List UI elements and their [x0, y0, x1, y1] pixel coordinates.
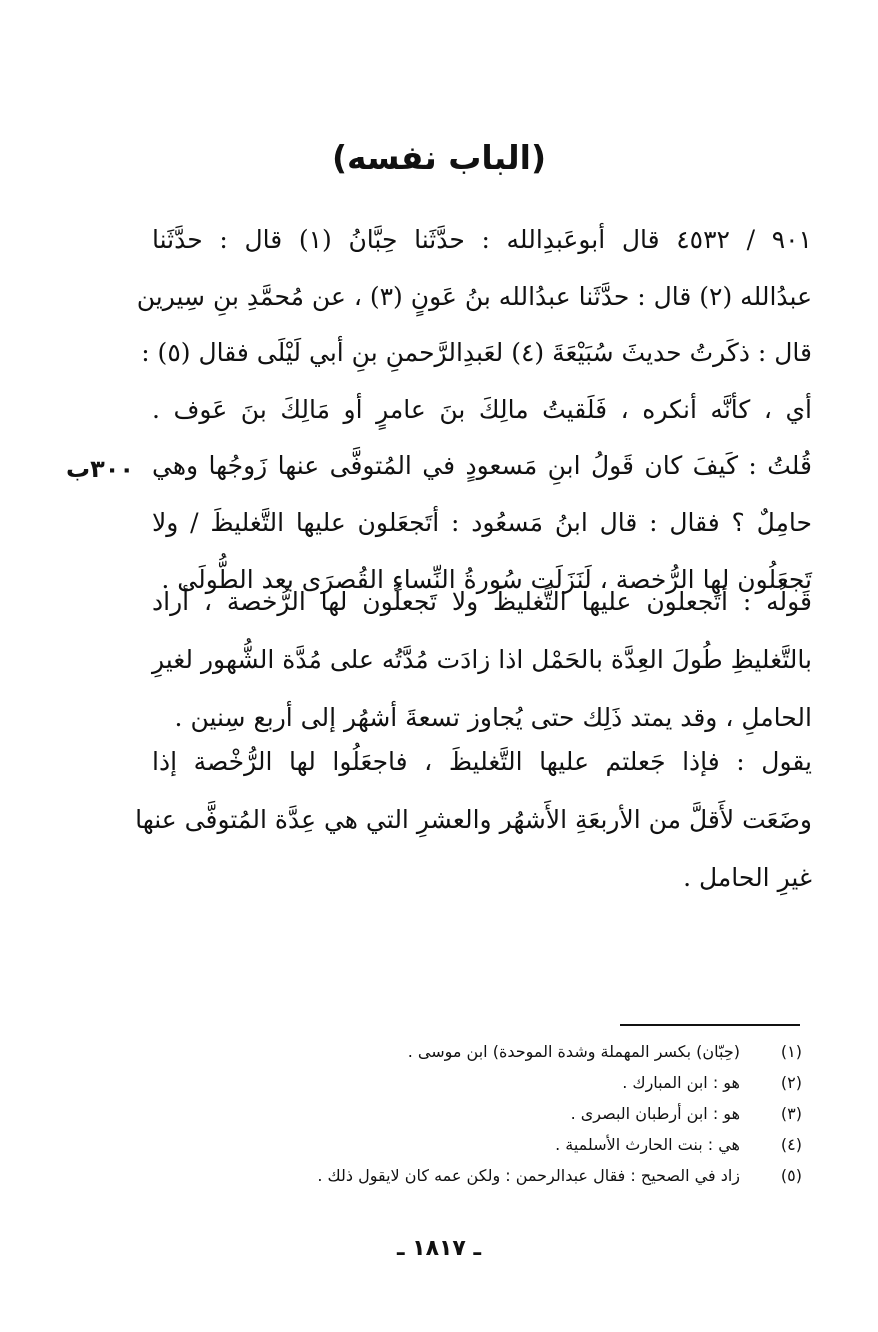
- footnote-number: (٢): [780, 1073, 802, 1092]
- hadith-line: قال : ذكَرتُ حديثَ سُبَيْعَةَ (٤) لعَبدِالرَّحمنِ بنِ أبي لَيْلَى فقال (٥) :: [141, 338, 812, 368]
- commentary-line: غيرِ الحامل .: [683, 863, 812, 892]
- footnote-text: (حِبّان) بكسر المهملة وشدة الموحدة) ابن موسى .: [407, 1042, 740, 1061]
- page-number: ـ ١٨١٧ ـ: [396, 1236, 482, 1261]
- footnote-number: (٥): [780, 1166, 802, 1185]
- commentary-paragraph-2: [135, 733, 812, 907]
- footnote-item: [170, 1036, 802, 1067]
- footnote-text: هو : ابن المبارك .: [622, 1073, 740, 1092]
- footnote-item: [170, 1067, 802, 1098]
- footnote-number: (١): [780, 1042, 802, 1061]
- commentary-line: بالتَّغليظِ طُولَ العِدَّة بالحَمْل اذا زادَت مُدَّتُه على مُدَّة الشُّهور لغيرِ: [152, 645, 812, 674]
- chapter-title: (الباب نفسه): [331, 138, 547, 177]
- hadith-line: أي ، كأنَّه أنكره ، فَلَقيتُ مالِكَ بنَ عامرٍ أو مَالِكَ بنَ عَوف .: [152, 394, 812, 424]
- footnote-number: (٤): [780, 1135, 802, 1154]
- hadith-line: عبدُالله (٢) قال : حدَّثَنا عبدُالله بنُ عَونٍ (٣) ، عن مُحمَّدِ بنِ سِيرين: [136, 281, 812, 311]
- commentary-line: قَولُه : أتَجعلون عليها التَّغليظَ ولا تَجعلُون لها الرُّخصة ، أراد: [152, 587, 812, 616]
- hadith-line: تَجعَلُون لها الرُّخصة ، لَنَزَلَت سُورةُ النِّساءِ القُصرَى بعد الطُّولَى .: [161, 564, 812, 594]
- footnote-item: [170, 1098, 802, 1129]
- hadith-text: [136, 212, 812, 608]
- hadith-line: ٩٠١ / ٤٥٣٢ قال أبوعَبدِالله : حدَّثَنا حِبَّانُ (١) قال : حدَّثَنا: [152, 225, 812, 254]
- footnote-text: هي : بنت الحارث الأسلمية .: [555, 1135, 740, 1154]
- footnote-divider: [620, 1024, 800, 1026]
- commentary-paragraph-1: [152, 573, 812, 747]
- footnotes: [170, 1036, 802, 1191]
- hadith-line: حامِلٌ ؟ فقال : قال ابنُ مَسعُود : أتَجعَلون عليها التَّغليظَ / ولا: [152, 507, 812, 537]
- footnote-text: زاد في الصحيح : فقال عبدالرحمن : ولكن عمه كان لايقول ذلك .: [317, 1166, 740, 1185]
- footnote-item: [170, 1129, 802, 1160]
- commentary-line: الحاملِ ، وقد يمتد ذَلِك حتى يُجاوز تسعةَ أشهُر إلى أربع سِنين .: [174, 703, 812, 732]
- commentary-line: وضَعَت لأَقلَّ من الأربعَةِ الأَشهُر والعشرِ التي هي عِدَّة المُتوفَّى عنها: [135, 805, 812, 834]
- footnote-number: (٣): [780, 1104, 802, 1123]
- footnote-text: هو : ابن أرطبان البصرى .: [570, 1104, 740, 1123]
- commentary-line: يقول : فإذا جَعلتم عليها التَّغليظَ ، فاجعَلُوا لها الرُّخْصة إذا: [152, 747, 812, 776]
- hadith-line: قُلتُ : كَيفَ كان قَولُ ابنِ مَسعودٍ في المُتوفَّى عنها زَوجُها وهي: [152, 451, 812, 481]
- footnote-item: [170, 1160, 802, 1191]
- manuscript-folio-marker: ٣٠٠ب: [66, 455, 135, 483]
